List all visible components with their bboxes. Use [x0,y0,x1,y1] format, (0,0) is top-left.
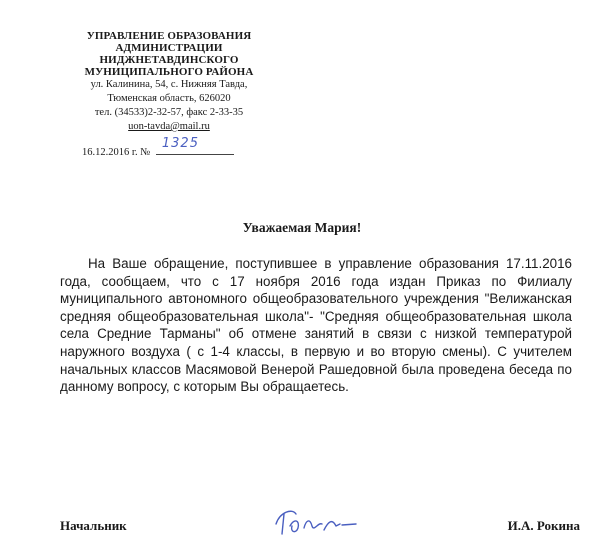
outgoing-reference [82,136,234,158]
email-address: uon-tavda@mail.ru [128,121,210,132]
handwritten-signature-icon [270,504,360,540]
letterhead [62,30,276,134]
org-name-line-4: МУНИЦИПАЛЬНОГО РАЙОНА [84,66,254,78]
phone-fax: тел. (34533)2-32-57, факс 2-33-35 [94,107,244,118]
signatory-title: Начальник [60,518,127,533]
org-name-line-1: УПРАВЛЕНИЕ ОБРАЗОВАНИЯ [86,30,252,42]
outgoing-number-field [156,136,234,155]
signature-block [60,518,580,542]
address-street: ул. Калинина, 54, с. Нижняя Тавда, [90,79,248,90]
signatory-name: И.А. Рокина [507,518,580,533]
greeting: Уважаемая Мария! [242,220,362,235]
org-name-line-2: АДМИНИСТРАЦИИ [115,42,223,54]
outgoing-number: 1325 [161,136,199,151]
address-region: Тюменская область, 626020 [107,93,231,104]
org-name-line-3: НИДЖНЕТАВДИНСКОГО [99,54,239,66]
letter-body: На Ваше обращение, поступившее в управление образования 17.11.2016 года, сообщаем, что с 17 ноября 2016 года издан Приказ по Филиалу муниципального автономного общеобразовательного учреждения "Велижанская средняя общеобразовательная школа"- "Средняя общеобразовательная школа села Средние Тарманы" об отмене занятий в связи с низкой температурой наружного воздуха ( с 1-4 классы, в первую и во вторую смены). С учителем начальных классов Масямовой Венерой Рашедовной была проведена беседа по данному вопросу, с которым Вы обращаетесь. [60,256,572,395]
outgoing-date: 16.12.2016 г. № [82,147,151,158]
